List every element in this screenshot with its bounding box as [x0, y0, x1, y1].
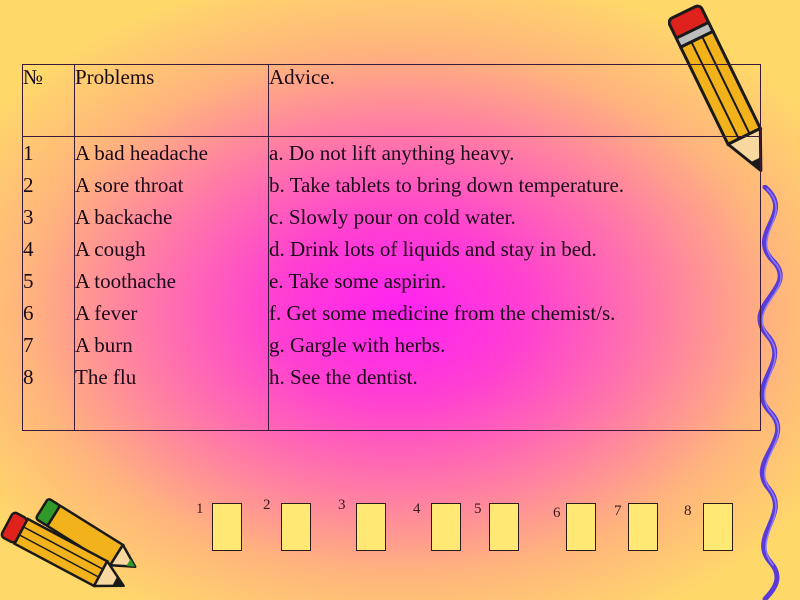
row-number: 6 — [23, 301, 34, 325]
row-number: 4 — [23, 237, 34, 261]
header-number: № — [23, 65, 75, 137]
problem-item: A cough — [75, 237, 146, 261]
problems-advice-table — [22, 64, 761, 431]
answer-box[interactable] — [431, 503, 461, 551]
advice-item: g. Gargle with herbs. — [269, 333, 446, 357]
header-advice: Advice. — [269, 65, 761, 137]
row-number: 1 — [23, 141, 34, 165]
answer-box[interactable] — [566, 503, 596, 551]
answer-box[interactable] — [628, 503, 658, 551]
answer-label: 4 — [413, 501, 421, 517]
advice-item: e. Take some aspirin. — [269, 269, 447, 293]
answer-box[interactable] — [703, 503, 733, 551]
advice-item: f. Get some medicine from the chemist/s. — [269, 301, 616, 325]
answer-label: 3 — [338, 497, 346, 513]
problem-item: A fever — [75, 301, 138, 325]
answer-label: 8 — [684, 503, 692, 519]
answer-label: 6 — [553, 505, 561, 521]
row-number: 8 — [23, 365, 34, 389]
advice-item: c. Slowly pour on cold water. — [269, 205, 516, 229]
answer-box[interactable] — [356, 503, 386, 551]
table-row — [23, 137, 761, 431]
advice-cell — [269, 137, 761, 431]
problem-item: The flu — [75, 365, 137, 389]
answer-label: 5 — [474, 501, 482, 517]
advice-item: h. See the dentist. — [269, 365, 418, 389]
problem-item: A burn — [75, 333, 133, 357]
advice-item: b. Take tablets to bring down temperature. — [269, 173, 625, 197]
problems-cell — [75, 137, 269, 431]
answer-label: 7 — [614, 503, 622, 519]
problem-item: A backache — [75, 205, 173, 229]
row-number: 2 — [23, 173, 34, 197]
row-number: 3 — [23, 205, 34, 229]
advice-item: a. Do not lift anything heavy. — [269, 141, 515, 165]
problem-item: A toothache — [75, 269, 176, 293]
crayon-icon — [0, 484, 160, 600]
answer-box[interactable] — [212, 503, 242, 551]
problem-item: A sore throat — [75, 173, 184, 197]
answer-label: 1 — [196, 501, 204, 517]
advice-item: d. Drink lots of liquids and stay in bed. — [269, 237, 597, 261]
numbers-cell — [23, 137, 75, 431]
row-number: 7 — [23, 333, 34, 357]
answer-box[interactable] — [281, 503, 311, 551]
header-problems: Problems — [75, 65, 269, 137]
table-header-row — [23, 65, 761, 137]
problem-item: A bad headache — [75, 141, 208, 165]
answer-label: 2 — [263, 497, 271, 513]
answer-box[interactable] — [489, 503, 519, 551]
row-number: 5 — [23, 269, 34, 293]
